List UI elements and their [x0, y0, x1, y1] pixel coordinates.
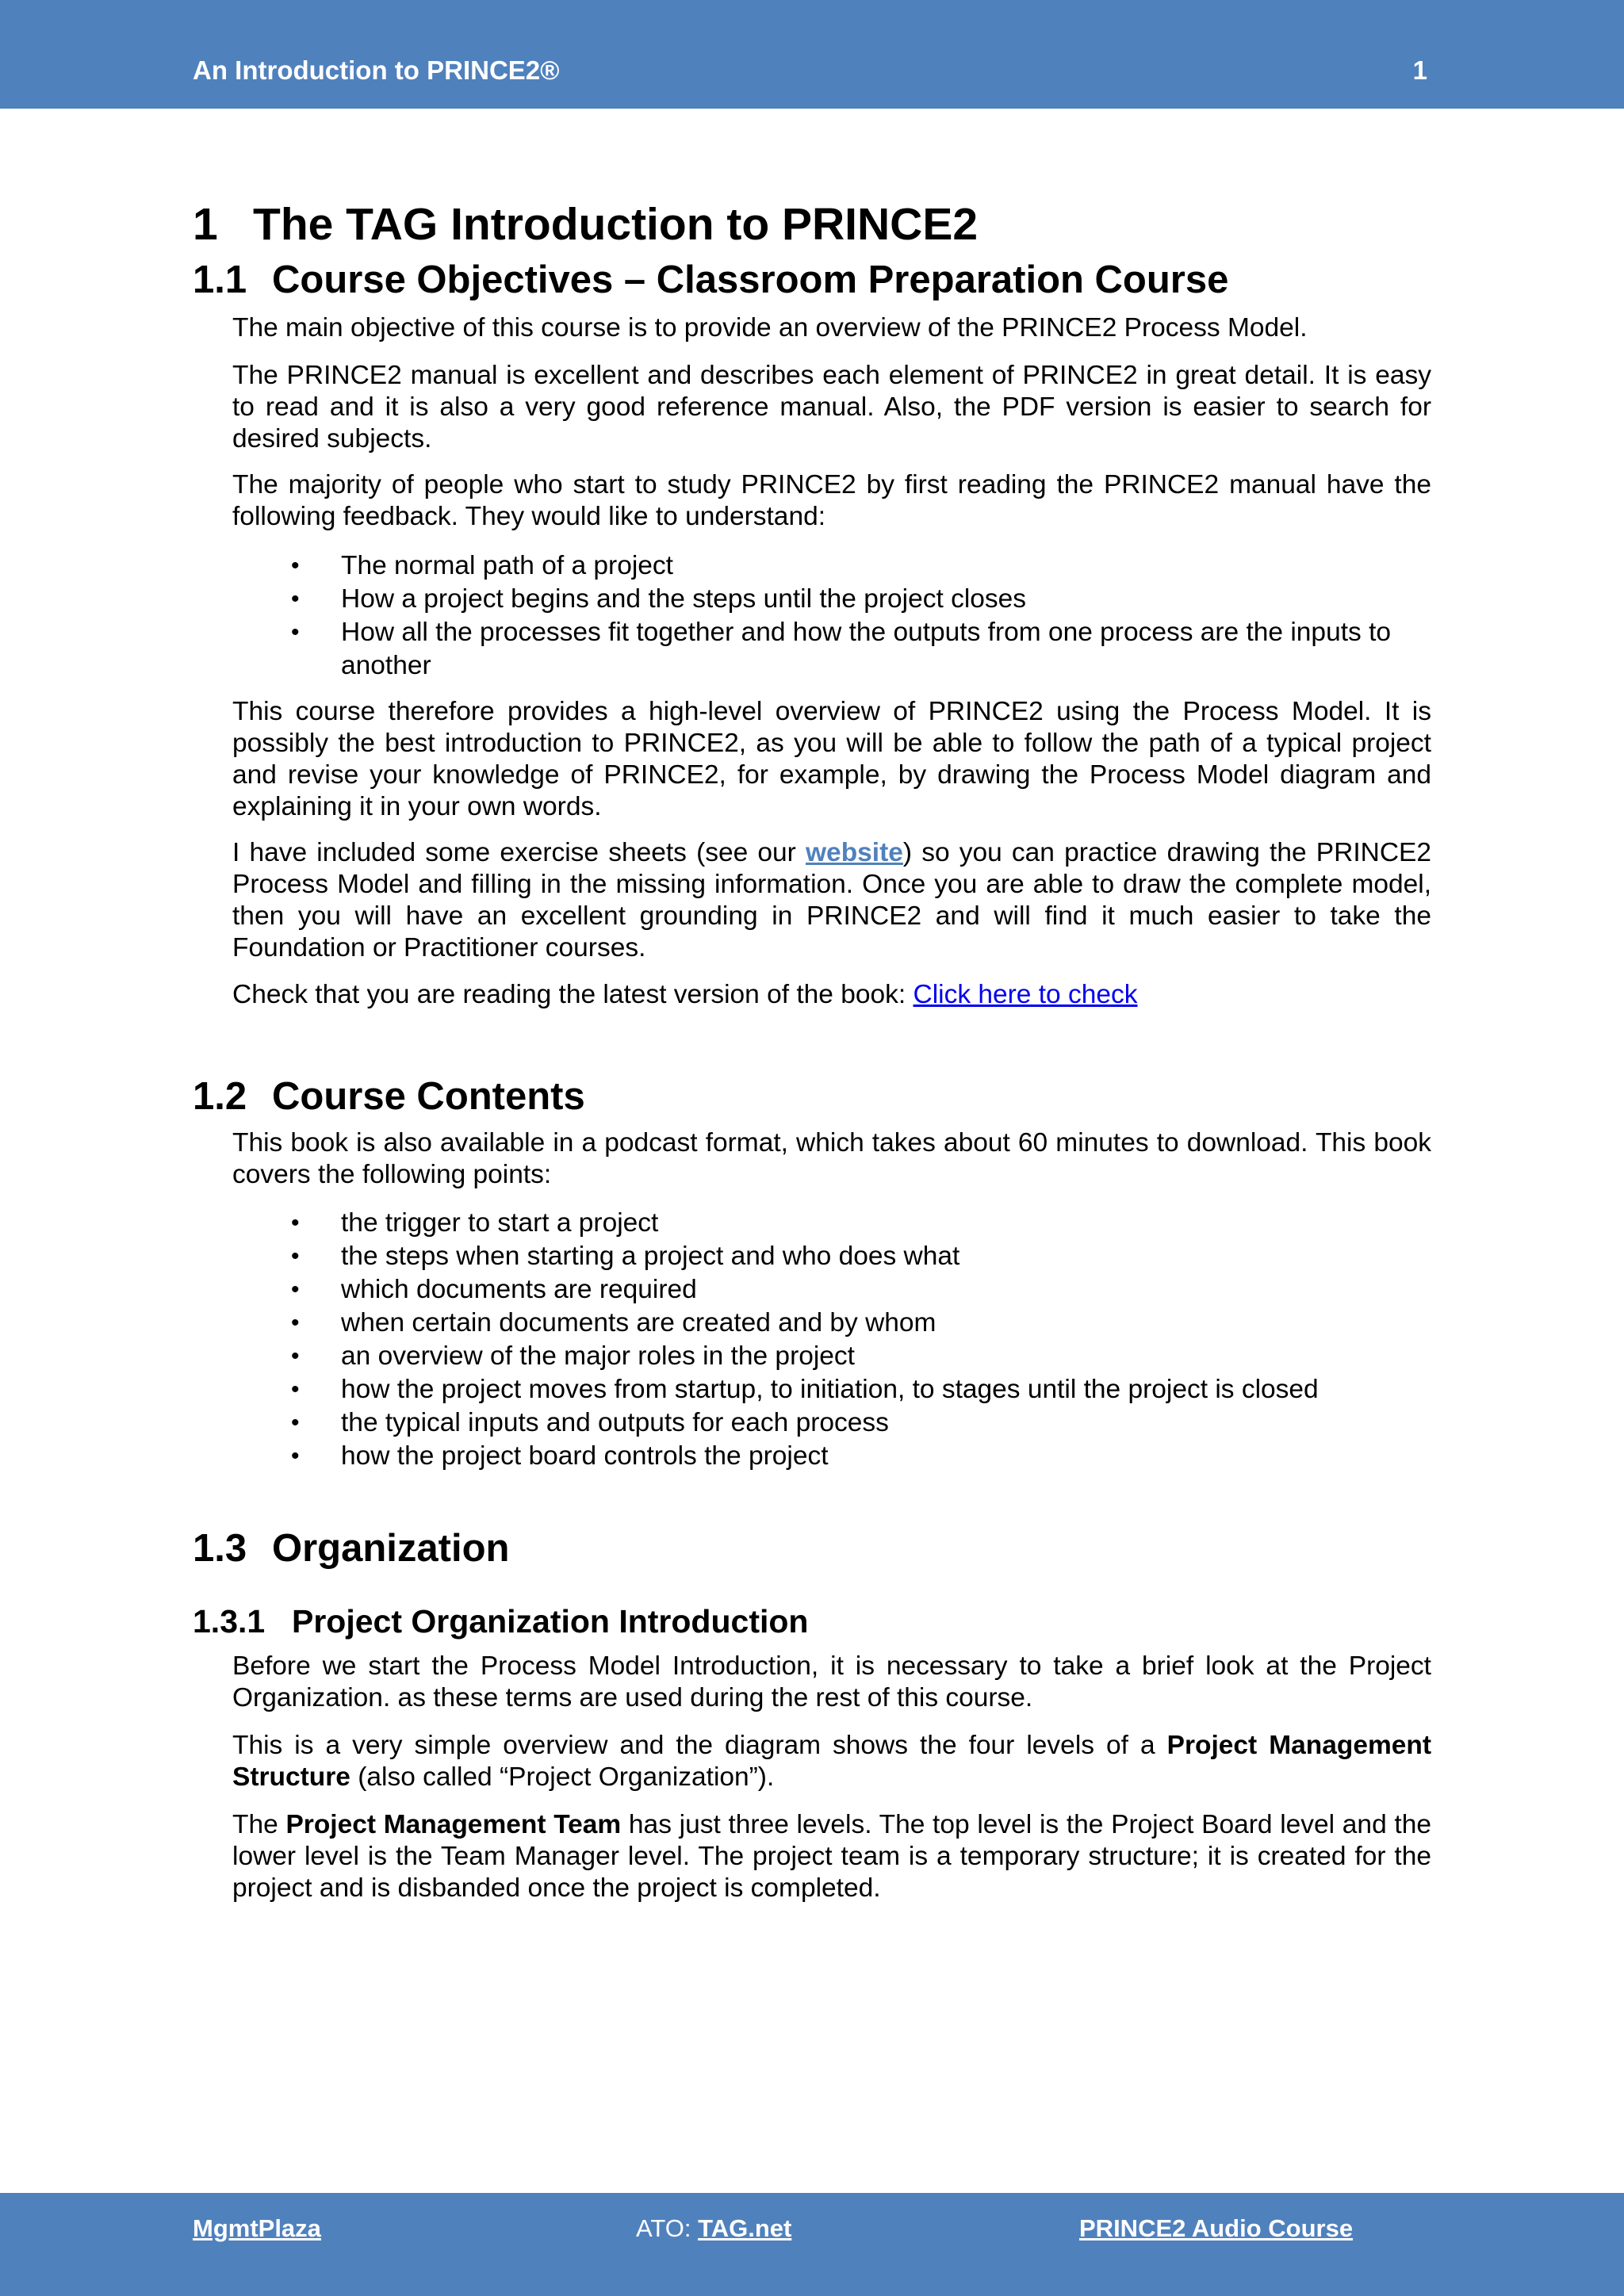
- section-title: Course Contents: [272, 1075, 585, 1118]
- mgmtplaza-link[interactable]: MgmtPlaza: [193, 2214, 321, 2242]
- list-item: • the steps when starting a project and who does what: [232, 1240, 1431, 1273]
- subsection-number: 1.3.1: [193, 1603, 266, 1640]
- section-heading-1-3: [193, 1526, 509, 1571]
- tag-net-link[interactable]: TAG.net: [698, 2214, 792, 2242]
- page-header: [0, 0, 1624, 109]
- paragraph: The main objective of this course is to provide an overview of the PRINCE2 Process Model.: [232, 313, 1308, 342]
- list-item: • the typical inputs and outputs for each process: [232, 1406, 1431, 1440]
- chapter-number: 1: [193, 199, 218, 250]
- paragraph: The Project Management Team has just three levels. The top level is the Project Board level and the lower level is the Team Manager level. The project team is a temporary structure; it is created for the project and is disbanded once the project is completed.: [232, 1810, 1431, 1903]
- list-item: • an overview of the major roles in the project: [232, 1340, 1431, 1373]
- document-title: An Introduction to PRINCE2®: [193, 55, 560, 85]
- bullet-icon: •: [291, 1343, 300, 1369]
- bullet-icon: •: [291, 619, 300, 645]
- list-item: • The normal path of a project: [232, 549, 1431, 583]
- paragraph: The PRINCE2 manual is excellent and describes each element of PRINCE2 in great detail. It is easy to read and it is also a very good reference manual. Also, the PDF version is easier to search for desired subjects.: [232, 361, 1431, 453]
- section-number: 1.1: [193, 258, 247, 301]
- page-footer: [0, 2193, 1624, 2296]
- section-number: 1.3: [193, 1527, 247, 1570]
- bullet-list: [232, 1207, 1431, 1473]
- list-item: • the trigger to start a project: [232, 1207, 1431, 1240]
- section-title: Course Objectives – Classroom Preparation Course: [272, 258, 1229, 301]
- paragraph: This book is also available in a podcast format, which takes about 60 minutes to download. This book covers the following points:: [232, 1128, 1431, 1189]
- list-item: • when certain documents are created and by whom: [232, 1307, 1431, 1340]
- list-item: • How all the processes fit together and how the outputs from one process are the inputs to another: [291, 618, 1392, 680]
- section-heading-1-1: [193, 258, 1228, 302]
- paragraph: The majority of people who start to study PRINCE2 by first reading the PRINCE2 manual have the following feedback. They would like to understand:: [232, 470, 1431, 531]
- footer-left: [193, 2214, 321, 2243]
- bullet-list: [232, 549, 1431, 683]
- paragraph: Before we start the Process Model Introduction, it is necessary to take a brief look at the Project Organization. as these terms are used during the rest of this course.: [232, 1651, 1431, 1712]
- website-link[interactable]: website: [806, 838, 903, 867]
- page-number: 1: [1412, 55, 1427, 85]
- bullet-icon: •: [291, 1376, 300, 1402]
- bullet-icon: •: [291, 1210, 300, 1236]
- list-item: • how the project board controls the project: [232, 1440, 1431, 1473]
- section-heading-1-2: [193, 1074, 585, 1119]
- bullet-icon: •: [291, 553, 300, 579]
- paragraph: This course therefore provides a high-level overview of PRINCE2 using the Process Model. It is possibly the best introduction to PRINCE2, as you will be able to follow the path of a typical project and revise your knowledge of PRINCE2, for example, by drawing the Process Model diagram and explaining it in your own words.: [232, 697, 1431, 821]
- bullet-icon: •: [291, 1310, 300, 1336]
- subsection-title: Project Organization Introduction: [292, 1603, 809, 1640]
- list-item: • which documents are required: [232, 1273, 1431, 1307]
- bullet-icon: •: [291, 1276, 300, 1303]
- paragraph: This is a very simple overview and the diagram shows the four levels of a Project Management Structure (also called “Project Organization”).: [232, 1731, 1431, 1792]
- paragraph-website: I have included some exercise sheets (see our website) so you can practice drawing the PRINCE2 Process Model and filling in the missing information. Once you are able to draw the complete model, then you will have an excellent grounding in PRINCE2 and will find it much easier to take the Foundation or Practitioner courses.: [232, 838, 1431, 962]
- subsection-heading-1-3-1: [193, 1603, 808, 1640]
- ato-label: ATO:: [636, 2214, 699, 2242]
- check-version-link[interactable]: Click here to check: [913, 980, 1138, 1009]
- chapter-title: The TAG Introduction to PRINCE2: [253, 199, 979, 250]
- footer-right: [1079, 2214, 1353, 2243]
- bullet-icon: •: [291, 1410, 300, 1436]
- list-item: • how the project moves from startup, to initiation, to stages until the project is closed: [232, 1373, 1431, 1406]
- bullet-icon: •: [291, 1443, 300, 1469]
- bullet-icon: •: [291, 1243, 300, 1269]
- prince2-audio-course-link[interactable]: PRINCE2 Audio Course: [1079, 2214, 1354, 2242]
- section-title: Organization: [272, 1527, 510, 1570]
- chapter-heading: [193, 198, 978, 251]
- bullet-icon: •: [291, 586, 300, 612]
- footer-center: [636, 2214, 791, 2243]
- section-number: 1.2: [193, 1075, 247, 1118]
- list-item: • How a project begins and the steps until the project closes: [232, 583, 1431, 616]
- paragraph-version-check: Check that you are reading the latest version of the book: Click here to check: [232, 980, 1138, 1009]
